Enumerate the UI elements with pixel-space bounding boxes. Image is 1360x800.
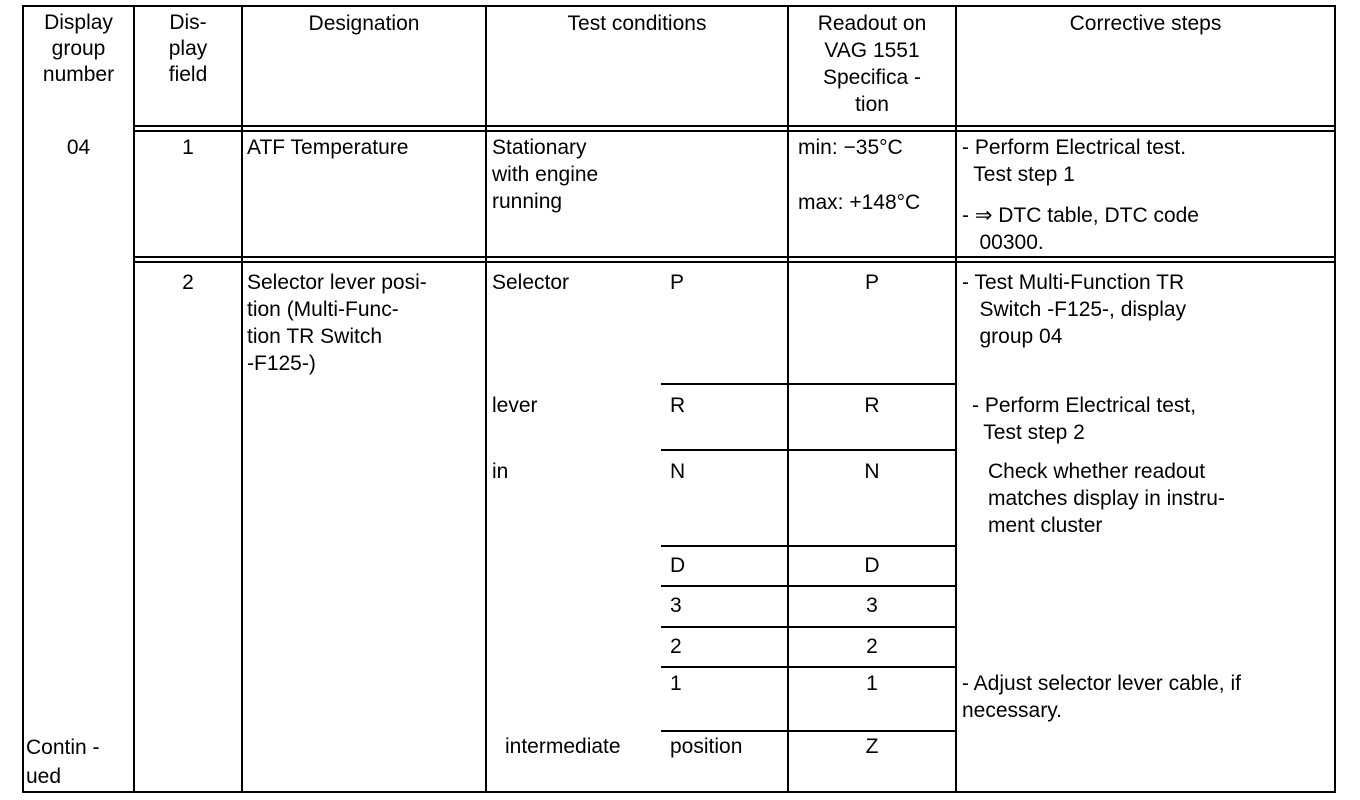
header-designation: Designation xyxy=(308,12,420,35)
col-separator-1 xyxy=(133,5,135,793)
table-border-bottom xyxy=(22,791,1336,793)
position-d: D xyxy=(670,554,686,577)
position-intermediate: position xyxy=(670,735,743,758)
header-test-conditions: Test conditions xyxy=(567,12,707,35)
col-separator-5 xyxy=(955,5,957,793)
position-rule-r xyxy=(661,383,956,385)
row1-readout-max: max: +148°C xyxy=(798,191,921,214)
row-rule-1 xyxy=(133,256,1336,258)
row2-corrective-step-1: - Test Multi-Function TR Switch -F125-, display group 04 xyxy=(962,271,1187,348)
readout-d: D xyxy=(864,554,880,577)
row2-corrective-step-4: - Adjust selector lever cable, if necessary. xyxy=(962,672,1241,722)
position-rule-d xyxy=(661,545,956,547)
row2-corrective-step-3: Check whether readout matches display in instru- ment cluster xyxy=(988,460,1225,537)
position-2: 2 xyxy=(670,635,682,658)
position-p: P xyxy=(670,271,685,294)
table-border-top xyxy=(22,5,1336,7)
position-rule-z xyxy=(661,730,956,732)
header-display-group-number: Display group number xyxy=(42,11,115,86)
row1-designation: ATF Temperature xyxy=(247,136,409,159)
row2-condition-in: in xyxy=(492,460,509,483)
row1-display-field: 1 xyxy=(182,136,194,159)
header-corrective-steps: Corrective steps xyxy=(1069,12,1222,35)
position-rule-2 xyxy=(661,626,956,628)
row2-display-field: 2 xyxy=(182,271,194,294)
readout-3: 3 xyxy=(866,594,878,617)
row2-condition-lever: lever xyxy=(492,394,538,417)
row1-corrective-step-2: - ⇒ DTC table, DTC code 00300. xyxy=(962,204,1199,254)
continued-note: Contin - ued xyxy=(26,736,100,788)
header-readout: Readout on VAG 1551 Specifica - tion xyxy=(817,12,927,116)
readout-1: 1 xyxy=(866,672,878,695)
row1-readout-min: min: −35°C xyxy=(798,136,903,159)
position-rule-1 xyxy=(661,666,956,668)
header-rule-1 xyxy=(133,125,1336,127)
col-separator-2 xyxy=(241,5,243,793)
row2-corrective-step-2: - Perform Electrical test, Test step 2 xyxy=(972,394,1197,444)
readout-2: 2 xyxy=(866,635,878,658)
table-border-right xyxy=(1334,5,1336,793)
row1-test-conditions: Stationary with engine running xyxy=(492,136,599,213)
readout-p: P xyxy=(864,271,879,294)
position-n: N xyxy=(670,460,686,483)
row2-condition-selector: Selector xyxy=(492,271,570,294)
header-display-field: Dis- play field xyxy=(168,11,208,86)
position-rule-n xyxy=(661,449,956,451)
row2-condition-intermediate: intermediate xyxy=(505,735,621,758)
row1-group-number: 04 xyxy=(66,136,91,159)
position-1: 1 xyxy=(670,672,682,695)
position-r: R xyxy=(670,394,686,417)
position-3: 3 xyxy=(670,594,682,617)
row2-designation: Selector lever posi- tion (Multi-Func- tion TR Switch -F125-) xyxy=(247,271,427,375)
readout-n: N xyxy=(864,460,880,483)
header-rule-2 xyxy=(133,130,1336,132)
readout-z: Z xyxy=(865,735,879,758)
readout-r: R xyxy=(864,394,880,417)
row-rule-2 xyxy=(133,261,1336,263)
table-border-left xyxy=(22,5,24,793)
col-separator-3 xyxy=(485,5,487,793)
position-rule-3 xyxy=(661,585,956,587)
row1-corrective-step-1: - Perform Electrical test. Test step 1 xyxy=(962,136,1187,186)
